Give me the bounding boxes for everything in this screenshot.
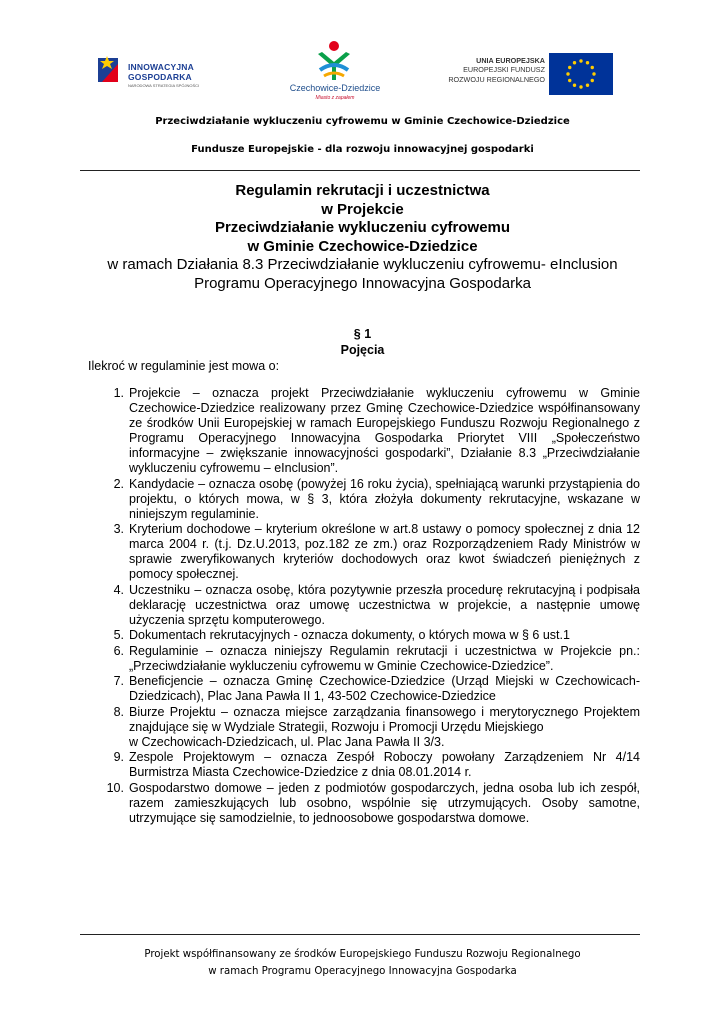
section-title: Pojęcia [340,343,385,357]
list-item-number: 6. [113,643,124,658]
title-line-5: w ramach Działania 8.3 Przeciwdziałanie wykluczeniu cyfrowemu- eInclusion [107,256,618,273]
eu-star-icon [591,79,594,82]
list-item-number: 8. [113,704,124,719]
municipality-tagline: Miasto z zapałem [315,95,355,101]
list-item-text: Kandydacie – oznacza osobę (powyżej 16 roku życia), spełniającą warunki przystąpienia do projektu, o których mowa, w § 3, która złożyła dokumenty rekrutacyjne, wskazane w niniejszym regulaminie. [129,476,640,521]
czechowice-dziedzice-logo [280,40,390,110]
gospodarka-text: GOSPODARKA [128,72,192,82]
list-item-text: Zespole Projektowym – oznacza Zespół Roboczy powołany Zarządzeniem Nr 4/14 Burmistrza Miasta Czechowice-Dziedzice z dnia 08.01.2014 r. [129,750,640,779]
municipality-name: Czechowice-Dziedzice [289,83,381,93]
title-line-2: w Projekcie [321,200,404,218]
list-item-number: 10. [106,780,124,795]
list-item [98,705,640,750]
title-line-3: Przeciwdziałanie wykluczeniu cyfrowemu [214,219,511,236]
list-item-text: Kryterium dochodowe – kryterium określone w art.8 ustawy o pomocy społecznej z dnia 12 marca 2004 r. (t.j. Dz.U.2013, poz.182 ze zm.) oraz Rozporządzeniem Rady Ministrów w sprawie zweryfikowanych kryteriów dochodowych oraz kwot świadczeń pieniężnych z pomocy społecznej. [129,522,640,581]
list-item [98,674,640,704]
eu-line1: UNIA EUROPEJSKA [476,56,545,65]
list-item [98,628,640,643]
list-item-number: 7. [113,674,124,688]
eu-star-icon [579,85,582,88]
list-item-text: Biurze Projektu – oznacza miejsce zarządzania finansowego i merytorycznego Projektem znajdujące się w Wydziale Strategii, Rozwoju i Promocji Urzędu Miejskiego [129,704,640,734]
eu-star-icon [568,79,571,82]
title-line-6: Programu Operacyjnego Innowacyjna Gospodarka [194,274,531,292]
innowacyjna-gospodarka-logo [98,54,210,98]
list-item-number: 9. [113,750,124,764]
eu-line2: EUROPEJSKI FUNDUSZ [463,65,545,75]
list-item [98,583,640,628]
section-heading [0,326,725,358]
eu-flag-icon [549,53,613,95]
eu-star-icon [568,66,571,69]
logo-bar [0,40,725,110]
header-funds-slogan: Fundusze Europejskie - dla rozwoju innowacyjnej gospodarki [191,144,534,155]
footer-line-2: w ramach Programu Operacyjnego Innowacyjna Gospodarka [208,966,517,977]
list-item-number: 5. [113,628,124,642]
list-item-text-continuation: w Czechowicach-Dziedzicach, ul. Plac Jana Pawła II 3/3. [129,734,445,749]
list-item [98,644,640,674]
list-item [98,522,640,582]
list-item-text: Gospodarstwo domowe – jeden z podmiotów gospodarczych, jedna osoba lub ich zespół, razem zamieszkujących lub osobno, wspólnie się utrzymujących. Osoby samotne, utrzymujące się samodzielnie, to jednoosobowe gospodarstwa domowe. [129,780,640,825]
eu-star-icon [573,61,576,64]
list-item-number: 3. [113,522,124,536]
title-line-1: Regulamin rekrutacji i uczestnictwa [235,182,490,199]
eu-star-icon [566,72,569,75]
nss-text: NARODOWA STRATEGIA SPÓJNOŚCI [128,83,200,88]
list-item [98,386,640,476]
innowacyjna-text: INNOWACYJNA [128,62,194,72]
list-item [98,477,640,522]
header-divider [80,170,640,171]
list-item-number: 1. [113,386,124,400]
document-title [60,182,665,293]
eu-star-icon [573,84,576,87]
eu-logo [447,53,617,97]
header-project-title: Przeciwdziałanie wykluczeniu cyfrowemu w Gminie Czechowice-Dziedzice [155,116,570,127]
definitions-list [98,386,640,826]
list-item [98,750,640,780]
eu-star-icon [586,61,589,64]
eu-star-icon [591,66,594,69]
list-item [98,781,640,826]
list-item-text: Regulaminie – oznacza niniejszy Regulamin rekrutacji i uczestnictwa w Projekcie pn.: „Przeciwdziałanie wykluczeniu cyfrowemu w Gminie Czechowice-Dziedzice”. [129,643,640,673]
eu-star-icon [586,84,589,87]
footer-line-1: Projekt współfinansowany ze środków Europejskiego Funduszu Rozwoju Regionalnego [144,949,581,960]
list-item-text: Uczestniku – oznacza osobę, która pozytywnie przeszła procedurę rekrutacyjną i podpisała deklarację uczestnictwa oraz umowę uczestnictwa w projekcie, a następnie umowę użyczenia sprzętu komputerowego. [129,582,640,627]
title-line-4: w Gminie Czechowice-Dziedzice [247,237,478,255]
section-intro: Ilekroć w regulaminie jest mowa o: [88,359,280,373]
list-item-text: Beneficjencie – oznacza Gminę Czechowice-Dziedzice (Urząd Miejski w Czechowicach-Dziedzicach), Plac Jana Pawła II 1, 43-502 Czechowice-Dziedzice [129,674,640,703]
list-item-number: 4. [113,582,124,597]
footer-divider [80,934,640,935]
list-item-text: Dokumentach rekrutacyjnych - oznacza dokumenty, o których mowa w § 6 ust.1 [129,628,570,642]
eu-line3: ROZWOJU REGIONALNEGO [448,74,545,84]
section-number: § 1 [353,327,372,341]
czechowice-dziedzice-figure-icon [314,40,354,82]
eu-star-icon [592,72,595,75]
innowacyjna-gospodarka-icon [98,54,122,86]
footer [0,946,725,980]
list-item-number: 2. [113,476,124,491]
list-item-text: Projekcie – oznacza projekt Przeciwdziałanie wykluczeniu cyfrowemu w Gminie Czechowice-Dziedzice realizowany przez Gminę Czechowice-Dziedzice współfinansowany ze środków Unii Europejskiej w ramach Europejskiego Funduszu Rozwoju Regionalnego z Programu Operacyjnego Innowacyjna Gospodarka Priorytet VIII „Społeczeństwo informacyjne – zwiększanie innowacyjności gospodarki”, Działanie 8.3 „Przeciwdziałanie wykluczeniu cyfrowemu – eInclusion”. [129,386,640,475]
eu-logo-text [448,56,545,84]
eu-star-icon [579,59,582,62]
